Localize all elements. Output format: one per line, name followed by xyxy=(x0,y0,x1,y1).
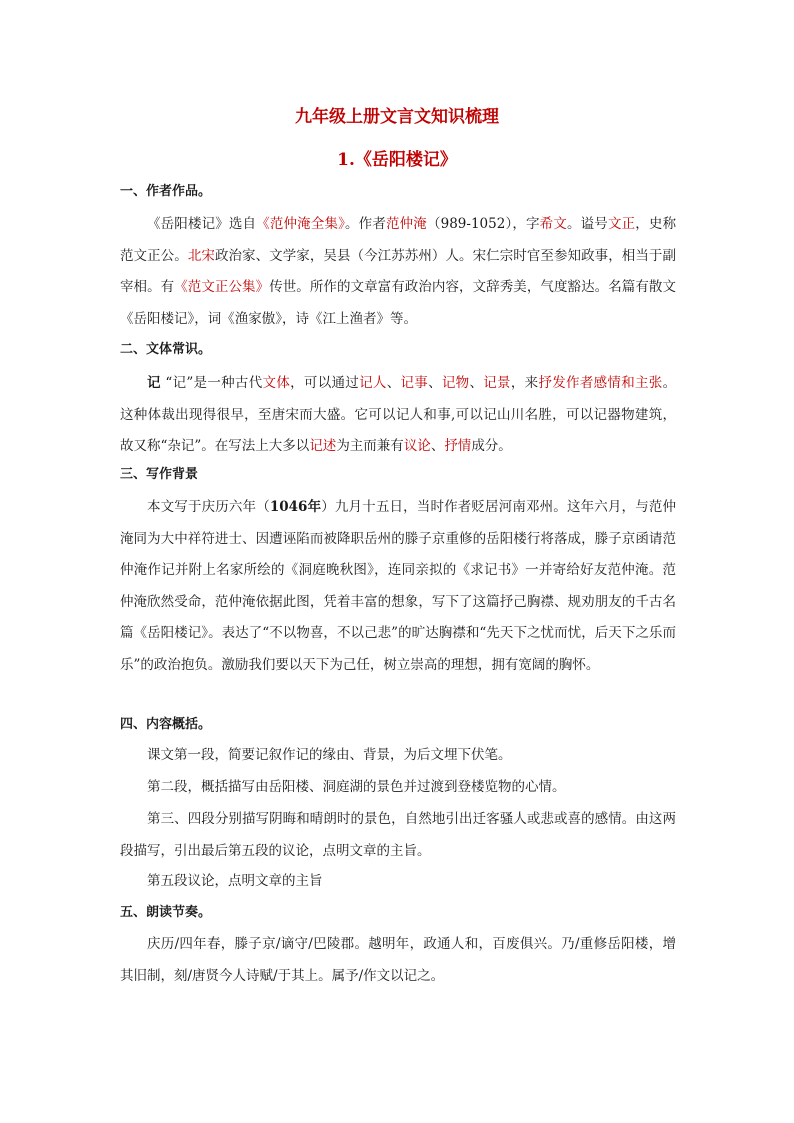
sub-title: 1.《岳阳楼记》 xyxy=(337,150,457,170)
body-text: 、 xyxy=(469,375,484,391)
section-heading-background: 三、写作背景 xyxy=(120,467,199,482)
paragraph-summary-1 xyxy=(120,740,676,772)
body-text: ，可以通过 xyxy=(290,375,360,391)
body-text: （989-1052），字 xyxy=(426,216,540,232)
section-heading-genre: 二、文体常识。 xyxy=(120,342,212,357)
main-title: 九年级上册文言文知识梳理 xyxy=(295,107,499,127)
highlight-text: 范仲淹 xyxy=(386,216,427,232)
highlight-text: 北宋 xyxy=(187,247,215,264)
paragraph-author xyxy=(120,209,676,335)
paragraph-summary-3 xyxy=(120,804,676,867)
body-text: 。作者 xyxy=(345,216,386,232)
body-text: 成分。 xyxy=(471,438,512,454)
paragraph-rhythm xyxy=(120,929,676,992)
highlight-text: 文正 xyxy=(607,216,636,232)
section-heading-rhythm: 五、朗读节奏。 xyxy=(120,905,212,920)
paragraph-summary-2 xyxy=(120,772,676,804)
body-text: 《岳阳楼记》选自 xyxy=(147,216,257,232)
body-text: ，来 xyxy=(510,375,539,391)
highlight-text: 抒发作者感情和主张 xyxy=(538,375,663,391)
highlight-text: 记述 xyxy=(309,438,337,454)
body-text: 1046年 xyxy=(269,499,322,515)
paragraph-background xyxy=(120,492,676,681)
body-text: 、 xyxy=(386,375,401,391)
highlight-text: 记事 xyxy=(400,375,429,391)
body-text: ，史称范文正公。 xyxy=(120,216,677,264)
body-text: 、 xyxy=(428,375,442,391)
body-text: 第五段议论，点明文章的主旨 xyxy=(147,873,323,889)
highlight-text: 文体 xyxy=(262,375,291,391)
highlight-text: 议论 xyxy=(403,438,431,454)
body-text: 传世。所作的文章富有政治内容，文辞秀美，气度豁达。名篇有散文《岳阳楼记》，词《渔家傲》，诗《江上渔者》等。 xyxy=(120,279,676,327)
highlight-text: 《范仲淹全集》 xyxy=(256,216,346,232)
body-text: 课文第一段，简要记叙作记的缘由、背景，为后文埋下伏笔。 xyxy=(147,747,512,763)
body-text: 为主而兼有 xyxy=(336,438,404,454)
body-text: 庆历/四年春，滕子京/谪守/巴陵郡。越明年，政通人和，百废俱兴。乃/重修岳阳楼，增其旧制，刻/唐贤今人诗赋/于其上。属予/作文以记之。 xyxy=(120,936,676,984)
body-text: 。谥号 xyxy=(566,216,608,232)
body-text: ）九月十五日，当时作者贬居河南邓州。这年六月，与范仲淹同为大中祥符进士、因遭诬陷而被降职岳州的滕子京重修的岳阳楼行将落成，滕子京函请范仲淹作记并附上名家所绘的《洞庭晚秋图》，连同亲拟的《求记书》一并寄给好友范仲淹。范仲淹欣然受命，范仲淹依据此图，凭着丰富的想象，写下了这篇抒己胸襟、规劝朋友的千古名篇《岳阳楼记》。表达了“不以物喜，不以己悲”的旷达胸襟和“先天下之忧而忧，后天下之乐而乐”的政治抱负。激励我们要以天下为己任，树立崇高的理想，拥有宽阔的胸怀。 xyxy=(120,499,676,673)
highlight-text: 记景 xyxy=(483,375,511,391)
highlight-text: 记人 xyxy=(359,375,387,391)
body-text: “记”是一种古代 xyxy=(160,375,263,391)
body-text: 本文写于庆历六年（ xyxy=(147,499,270,515)
paragraph-summary-4 xyxy=(120,866,676,898)
section-heading-summary: 四、内容概括。 xyxy=(120,717,212,732)
highlight-text: 抒情 xyxy=(444,438,472,454)
body-text: 第三、四段分别描写阴晦和晴朗时的景色，自然地引出迁客骚人或悲或喜的感情。由这两段描写，引出最后第五段的议论，点明文章的主旨。 xyxy=(120,811,676,859)
body-text: 、 xyxy=(430,438,445,454)
highlight-text: 希文 xyxy=(539,216,567,232)
body-text: 。这种体裁出现得很早，至唐宋而大盛。它可以记人和事,可以记山川名胜，可以记器物建筑，故又称“杂记”。在写法上大多以 xyxy=(120,375,677,454)
body-text: 政治家、文学家，吴县（今江苏苏州）人。宋仁宗时官至参知政事，相当于副宰相。有 xyxy=(120,247,676,295)
body-text: 记 xyxy=(147,375,161,391)
highlight-text: 《范文正公集》 xyxy=(174,279,270,295)
paragraph-genre xyxy=(120,368,676,463)
body-text: 第二段，概括描写由岳阳楼、洞庭湖的景色并过渡到登楼览物的心情。 xyxy=(147,779,566,795)
highlight-text: 记物 xyxy=(441,375,470,391)
section-heading-author: 一、作者作品。 xyxy=(120,184,212,199)
